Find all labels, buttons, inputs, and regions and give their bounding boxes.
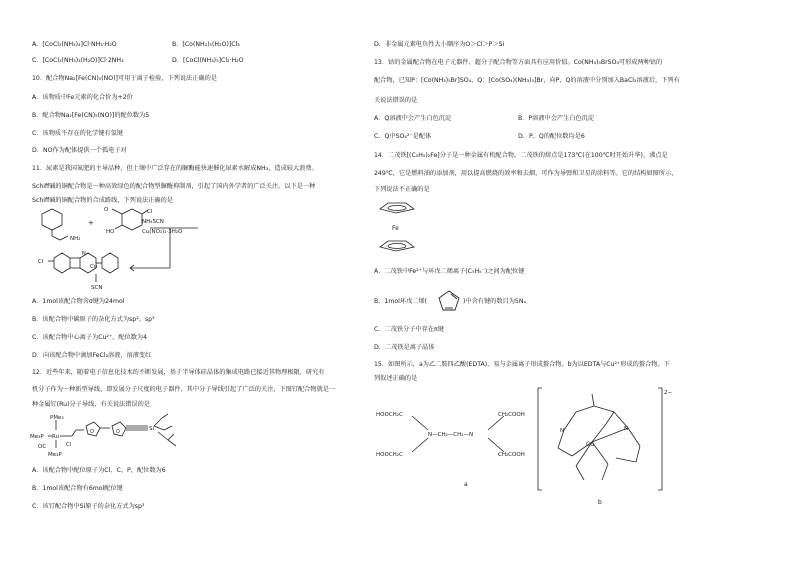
label-charge: 2− — [664, 390, 672, 396]
q12-option-a: A．该配合物中配位原子为Cl、C、P，配位数为6 — [32, 467, 166, 474]
q10-option-d: D．NO作为配体提供一个孤电子对 — [32, 147, 127, 154]
edta-label-middle: N—CH₂—CH₂—N — [428, 432, 474, 438]
q11-stem-line3: Schiff碱的铜配合物的合成路线，下列说法正确的是 — [32, 197, 173, 204]
q12-stem-line3: 种金属钌(Ru)分子导线，有关说法错误的是 — [32, 401, 150, 408]
q12-label-me3p-bottom: Me₃P — [48, 452, 62, 458]
q12-label-cl: Cl — [66, 442, 72, 448]
q11-reagent-1: NH₄SCN — [142, 219, 164, 225]
q11-label-o: O — [104, 207, 109, 213]
chelate-label-n-left: N — [560, 428, 565, 434]
q14-stem-line1: 14．二茂铁[(C₅H₅)₂Fe]分子是一种金属有机配合物，二茂铁的熔点是173℃(在100℃时开始升华)，沸点是 — [374, 152, 668, 159]
q14-option-a: A．二茂铁中Fe²⁺与环戊二烯离子(C₅H₅⁻)之间为配位键 — [374, 268, 525, 275]
q15-stem-line2: 列叙述正确的是 — [374, 375, 418, 382]
q14-stem-line3: 下列说法不正确的是 — [374, 186, 430, 193]
q11-product-cu: Cu — [90, 264, 98, 270]
q11-label-nh2: NH₂ — [70, 236, 81, 242]
edta-label-top-left: HOOCH₂C — [376, 412, 403, 418]
edta-label-top-right: CH₂COOH — [498, 412, 525, 418]
q11-product-scn: SCN — [91, 285, 103, 291]
q11-product-n: N — [82, 251, 86, 257]
q11-label-ho: HO — [106, 229, 115, 235]
q11-product-cl: Cl — [38, 259, 44, 265]
q9-option-c: C．[CoCl₂(NH₃)₃(H₂O)]Cl·2NH₃ — [32, 57, 124, 64]
chelate-label-n-right: N — [624, 426, 629, 432]
q11-stem-line1: 11．尿素是我国氮肥的主导品种，但土壤中广泛存在的脲酶能快速催化尿素水解成NH₃，造成较大浪费。 — [32, 165, 318, 172]
q9-option-b: B．[Co(NH₃)₅(H₂O)]Cl₃ — [172, 41, 240, 48]
q14-option-b-prefix: B．1mol环戊二烯( — [374, 298, 428, 305]
q13-stem-line1: 13．钴的金属配合物在电子元器件、超分子配合物等方面具有应用价值。Co(NH₃)₅BrSO₄可形成两种钴的 — [374, 59, 663, 66]
q12-label-o2: O — [116, 429, 120, 435]
chelate-label-cu: Cu — [586, 441, 594, 448]
q12-stem-line2: 机分子作为一种新型导线，即发展分子尺度的电子器件，其中分子导线引起了广泛的关注，下图钌配合物就是一 — [32, 386, 336, 393]
q9-option-a: A．[CoCl₂(NH₃)₄]Cl·NH₃·H₂O — [32, 41, 117, 48]
q13-stem-line3: 关说法错误的是 — [374, 97, 418, 104]
label-b: b — [598, 499, 602, 506]
q13-stem-line2: 配合物，已知P：[Co(NH₃)₅Br]SO₄，Q：[Co(SO₄)(NH₃)₅]Br，向P、Q的溶液中分别加入BaCl₂溶液后，下列有 — [374, 77, 680, 84]
q14-option-b-suffix: )中含有键的数目为5Nₐ — [463, 298, 526, 305]
q11-option-a: A．1mol该配合物含σ键为24mol — [32, 298, 125, 305]
q9-option-d: D．[CoCl(NH₃)₅]Cl₂·H₂O — [172, 57, 244, 64]
q12-label-si: Si — [149, 426, 155, 432]
q11-reagent-2: Cu(NO₃)₂·3H₂O — [142, 229, 183, 235]
q12-option-c: C．该钌配合物中Si原子的杂化方式为sp³ — [32, 503, 145, 510]
q10-option-b: B．配合物Na₂[Fe(CN)₅(NO)]的配位数为5 — [32, 112, 150, 119]
q11-synthesis-diagram — [30, 206, 200, 296]
q12-label-me3p-left: Me₃P — [30, 434, 44, 440]
q12-label-o1: O — [90, 429, 94, 435]
cyclopentadiene-icon — [436, 288, 462, 314]
q11-option-d: D．向该配合物中滴加FeCl₃溶液，溶液变红 — [32, 352, 152, 359]
q12-label-ru: Ru — [52, 434, 60, 440]
q12-stem-line1: 12．近些年来，随着电子信息化技术的不断发展，基于半导体硅晶体的集成电路已接近其物理极限，研究有 — [32, 369, 325, 376]
q13-option-c: C．Q中SO₄²⁻是配体 — [374, 133, 432, 140]
q12-option-d: D．非金属元素电负性大小顺序为O＞Cl＞P＞Si — [374, 41, 505, 48]
q14-label-fe: Fe — [392, 225, 399, 232]
q15-cu-edta-chelate — [536, 384, 672, 508]
label-a: a — [464, 481, 468, 488]
q10-option-c: C．该物质不存在的化学键有氢键 — [32, 130, 123, 137]
q13-option-a: A．Q溶液中会产生白色沉淀 — [374, 115, 452, 122]
edta-label-bottom-left: HOOCH₂C — [376, 452, 403, 458]
q11-option-c: C．该配合物中心离子为Cu²⁺，配位数为4 — [32, 334, 148, 341]
q14-option-c: C．二茂铁分子中存在π键 — [374, 326, 444, 333]
q13-option-b: B．P溶液中会产生白色沉淀 — [518, 115, 595, 122]
q10-option-a: A．该物质中Fe元素的化合价为+2价 — [32, 94, 133, 101]
q15-stem-line1: 15．如图所示，a为乙二胺四乙酸(EDTA)，易与金属离子形成螯合物。b为以EDTA与Cu²⁺形成的螯合物。下 — [374, 361, 670, 368]
q11-option-b: B．该配合物中碳原子的杂化方式为sp²、sp³ — [32, 316, 155, 323]
q14-option-d: D．二茂铁是离子晶体 — [374, 344, 435, 351]
q14-ferrocene-structure — [374, 197, 424, 259]
q13-option-d: D．P、Q的配位数均是6 — [518, 133, 585, 140]
svg-text:+: + — [88, 219, 94, 227]
q14-stem-line2: 249℃，它是燃料油的添加剂，用以提高燃烧的效率和去烟，可作为导弹和卫星的涂料等。它的结构如图所示， — [374, 170, 678, 177]
q12-label-pme3-top: PMe₃ — [50, 415, 64, 421]
q12-label-oc: OC — [38, 444, 47, 450]
q12-ruthenium-structure — [30, 412, 210, 462]
q11-stem-line2: Schiff碱的铜配合物是一种高效绿色的配合物型脲酶抑制剂，引起了国内外学者的广泛关注。以下是一种 — [32, 183, 316, 190]
q15-edta-structure — [376, 404, 536, 488]
q10-stem: 10．配合物Na₂[Fe(CN)₅(NO)]可用于离子检验，下列说法正确的是 — [32, 75, 217, 82]
q12-option-b: B．1mol该配合物有6mol配位键 — [32, 485, 123, 492]
edta-label-bottom-right: CH₂COOH — [498, 452, 525, 458]
q11-label-cl: Cl — [147, 209, 153, 215]
